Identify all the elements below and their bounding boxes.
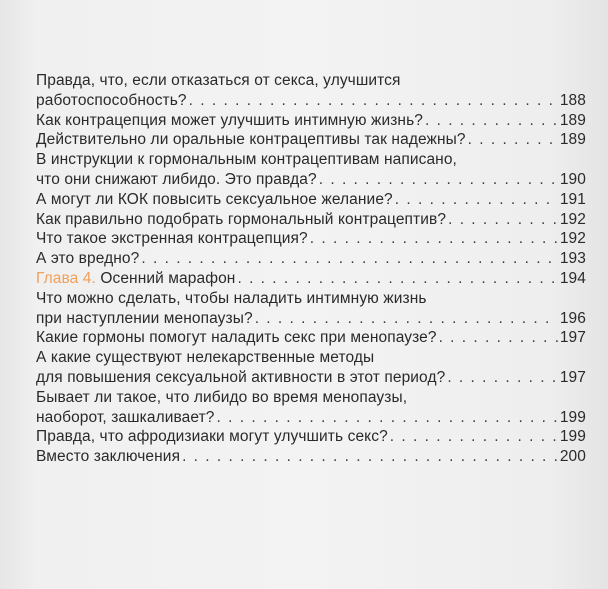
page-number: 200 (559, 448, 586, 466)
toc-entry-title: Правда, что афродизиаки могут улучшить секс? (36, 428, 388, 446)
dot-leader (425, 111, 558, 131)
toc-entry-line (36, 309, 586, 329)
toc-entry-line (36, 289, 586, 309)
toc-entry-title: В инструкции к гормональным контрацептивам написано, (36, 151, 457, 169)
toc-entry (36, 427, 586, 447)
toc-entry-title: Что такое экстренная контрацепция? (36, 230, 308, 248)
toc-entry-title: что они снижают либидо. Это правда? (36, 170, 317, 188)
toc-entry-line (36, 170, 586, 190)
toc-entry-title: А могут ли КОК повысить сексуальное желание? (36, 190, 393, 208)
toc-entry-line (36, 150, 586, 170)
toc-entry-title: Осенний марафон (100, 269, 236, 287)
toc-entry (36, 130, 586, 150)
page-number: 188 (559, 91, 586, 109)
table-of-contents (36, 71, 586, 467)
toc-entry (36, 328, 586, 348)
page-number: 189 (559, 131, 586, 149)
toc-entry-line (36, 130, 586, 150)
dot-leader (395, 190, 558, 210)
toc-entry-line (36, 447, 586, 467)
toc-entry-line (36, 249, 586, 269)
toc-entry-title: при наступлении менопаузы? (36, 309, 253, 327)
toc-entry (36, 229, 586, 249)
toc-entry-line (36, 408, 586, 428)
toc-entry-title: Правда, что, если отказаться от секса, улучшится (36, 72, 401, 89)
toc-entry-line (36, 269, 586, 289)
toc-entry (36, 111, 586, 131)
toc-entry-line (36, 368, 586, 388)
toc-entry-title: Бывает ли такое, что либидо во время менопаузы, (36, 388, 408, 406)
toc-entry (36, 249, 586, 269)
toc-entry-title: Что можно сделать, чтобы наладить интимную жизнь (36, 289, 427, 307)
toc-entry-title: А это вредно? (36, 250, 140, 268)
toc-entry-line (36, 111, 586, 131)
page-number: 189 (559, 111, 586, 129)
toc-entry-title: Вместо заключения (36, 448, 181, 466)
dot-leader (310, 229, 558, 249)
page-number: 197 (559, 329, 586, 347)
toc-chapter-entry (36, 269, 586, 289)
toc-entry (36, 190, 586, 210)
toc-entry-title: наоборот, зашкаливает? (36, 408, 215, 426)
toc-entry-title: Действительно ли оральные контрацептивы так надежны? (36, 131, 466, 149)
page-number: 192 (559, 210, 586, 228)
dot-leader (141, 249, 557, 269)
toc-entry (36, 447, 586, 467)
dot-leader (468, 130, 558, 150)
page-number: 196 (559, 309, 586, 327)
dot-leader (390, 427, 558, 447)
page-number: 193 (559, 250, 586, 268)
dot-leader (182, 447, 558, 467)
toc-entry (36, 71, 586, 111)
toc-entry (36, 388, 586, 428)
dot-leader (448, 210, 558, 230)
toc-entry-line (36, 348, 586, 368)
page-number: 197 (559, 368, 586, 386)
toc-entry (36, 289, 586, 329)
page-number: 192 (559, 230, 586, 248)
dot-leader (319, 170, 558, 190)
page-number: 199 (559, 428, 586, 446)
toc-entry-title: Как правильно подобрать гормональный контрацептив? (36, 210, 447, 228)
dot-leader (439, 328, 558, 348)
toc-entry-line (36, 190, 586, 210)
toc-entry (36, 348, 586, 388)
toc-entry-title: для повышения сексуальной активности в этот период? (36, 368, 446, 386)
toc-entry-line (36, 71, 586, 91)
toc-entry-line (36, 229, 586, 249)
toc-entry-line (36, 427, 586, 447)
chapter-label: Глава 4. (36, 269, 96, 287)
toc-entry (36, 210, 586, 230)
page-number: 190 (559, 170, 586, 188)
toc-entry-line (36, 210, 586, 230)
page-number: 194 (559, 269, 586, 287)
toc-entry-title: Как контрацепция может улучшить интимную жизнь? (36, 111, 423, 129)
page-number: 199 (559, 408, 586, 426)
toc-entry-title: Какие гормоны помогут наладить секс при менопаузе? (36, 329, 437, 347)
toc-entry-line (36, 91, 586, 111)
dot-leader (447, 368, 558, 388)
toc-entry-title: работоспособность? (36, 91, 187, 109)
page-number: 191 (559, 190, 586, 208)
toc-entry-line (36, 328, 586, 348)
dot-leader (237, 269, 557, 289)
dot-leader (217, 408, 558, 428)
toc-entry (36, 150, 586, 190)
toc-entry-line (36, 388, 586, 408)
dot-leader (189, 91, 558, 111)
toc-entry-title: А какие существуют нелекарственные методы (36, 349, 375, 367)
dot-leader (255, 309, 558, 329)
